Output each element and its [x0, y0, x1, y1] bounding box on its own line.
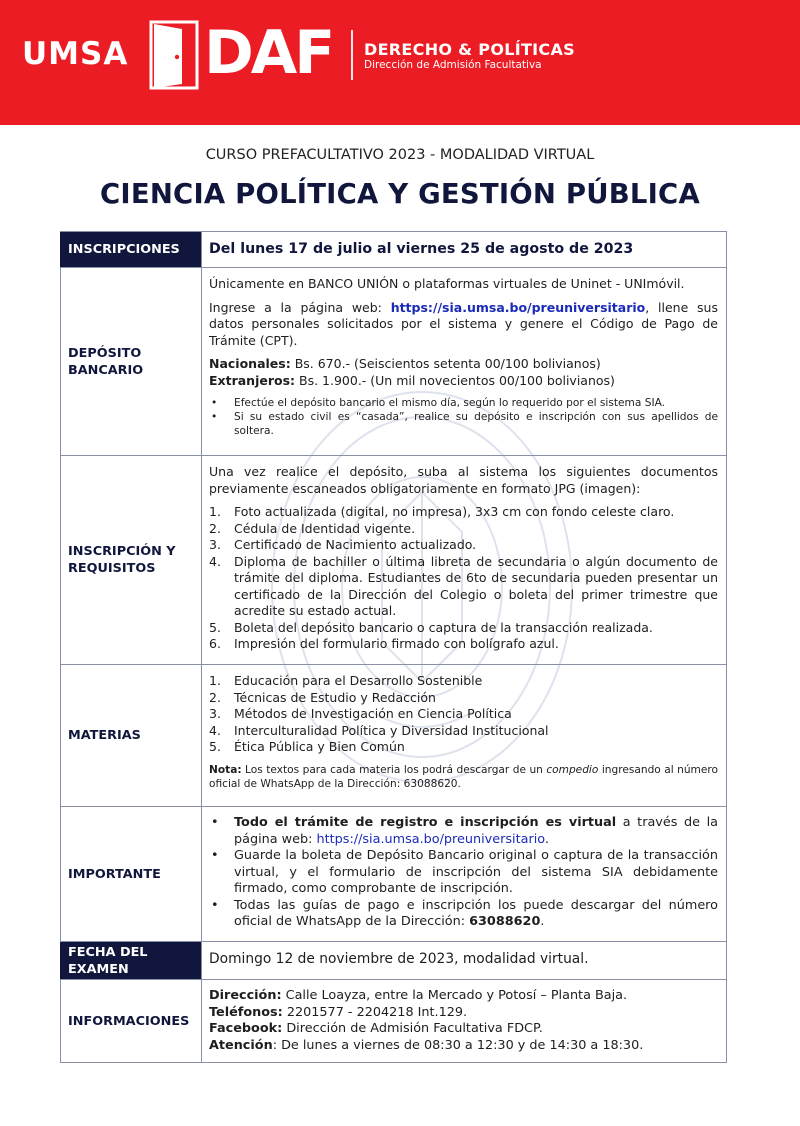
note-emphasis: compedio: [546, 763, 599, 776]
materias-note: [209, 763, 718, 791]
deposito-web-pre: Ingrese a la página web:: [209, 299, 391, 315]
extranjeros-amount: Bs. 1.900.- (Un mil novecientos 00/100 bolivianos): [295, 372, 615, 388]
list-item: 5. Boleta del depósito bancario o captura de la transacción realizada.: [209, 619, 653, 635]
label-deposito: DEPÓSITO BANCARIO: [68, 345, 144, 378]
label-inscripciones: INSCRIPCIONES: [60, 232, 201, 267]
list-item: 3. Métodos de Investigación en Ciencia Política: [209, 706, 512, 721]
door-logo-icon: [148, 20, 200, 90]
daf-logo-text: DAF: [204, 18, 333, 88]
list-item: 3. Certificado de Nacimiento actualizado.: [209, 537, 477, 552]
label-importante: IMPORTANTE: [68, 866, 161, 882]
list-item: 4. Diploma de bachiller o última libreta de secundaria o algún documento de trámite del diploma. Estudiantes de 6to de secundaria pueden presentar un certificado de la Dirección del Colegio o boleta del primer trimestre que acredite su estado actual.: [209, 553, 718, 618]
label-informaciones: INFORMACIONES: [68, 1014, 190, 1029]
informaciones-content: [201, 980, 727, 1063]
info-facebook: Facebook: Dirección de Admisión Facultativa FDCP.: [209, 1021, 543, 1036]
label-requisitos: INSCRIPCIÓN Y REQUISITOS: [68, 544, 176, 576]
header-divider: [351, 30, 353, 80]
sia-link[interactable]: https://sia.umsa.bo/preuniversitario: [390, 299, 646, 315]
list-item: • Efectúe el depósito bancario el mismo día, según lo requerido por el sistema SIA.: [209, 396, 718, 410]
list-item: • Todo el trámite de registro e inscripción es virtual a través de la página web: https://sia.umsa.bo/preuniversitario.: [209, 815, 718, 848]
list-item: 4. Interculturalidad Política y Diversidad Institucional: [209, 722, 549, 738]
extranjeros-label: Extranjeros:: [209, 372, 296, 388]
list-item: 6. Impresión del formulario firmado con bolígrafo azul.: [209, 636, 559, 651]
nacionales-amount: Bs. 670.- (Seiscientos setenta 00/100 bolivianos): [290, 356, 601, 371]
list-item: • Guarde la boleta de Depósito Bancario original o captura de la transacción virtual, y el formulario de inscripción del sistema SIA debidamente firmado, como comprobante de inscripción.: [209, 848, 718, 898]
materias-content: [201, 665, 727, 806]
importante-bullets: [209, 815, 718, 931]
info-atencion: Atención: De lunes a viernes de 08:30 a 12:30 y de 14:30 a 18:30.: [209, 1037, 644, 1053]
deposito-content: [201, 268, 727, 455]
label-materias: MATERIAS: [68, 728, 141, 743]
note-post: ingresando al número oficial de WhatsApp de la Dirección: 63088620.: [209, 763, 718, 790]
list-item: 5. Ética Pública y Bien Común: [209, 739, 405, 754]
deposito-web-paragraph: [209, 300, 718, 350]
info-direccion: Dirección: Calle Loayza, entre la Mercado y Potosí – Planta Baja.: [209, 988, 628, 1003]
row-examen: [60, 942, 727, 979]
list-item: 2. Técnicas de Estudio y Redacción: [209, 689, 436, 705]
label-examen: FECHA DEL EXAMEN: [60, 942, 201, 979]
umsa-logo-text: UMSA: [22, 36, 129, 72]
requisitos-content: [201, 456, 727, 664]
examen-date: Domingo 12 de noviembre de 2023, modalidad virtual.: [209, 951, 589, 967]
unit-name: Dirección de Admisión Facultativa: [364, 59, 542, 71]
row-materias: [60, 665, 727, 806]
inscripciones-dates: Del lunes 17 de julio al viernes 25 de agosto de 2023: [209, 241, 634, 257]
row-inscripciones: [60, 232, 727, 267]
list-item: 2. Cédula de Identidad vigente.: [209, 520, 416, 536]
row-requisitos: [60, 456, 727, 664]
requisitos-list: [209, 504, 718, 653]
faculty-name: DERECHO & POLÍTICAS: [364, 40, 575, 59]
page-title: CIENCIA POLÍTICA Y GESTIÓN PÚBLICA: [100, 178, 700, 210]
list-item: 1. Educación para el Desarrollo Sostenible: [209, 673, 483, 688]
deposito-bank-text: Únicamente en BANCO UNIÓN o plataformas virtuales de Uninet - UNImóvil.: [209, 276, 685, 291]
deposito-bullets: [209, 396, 718, 438]
list-item: 1. Foto actualizada (digital, no impresa), 3x3 cm con fondo celeste claro.: [209, 504, 675, 519]
deposito-web-post: , llene sus datos personales solicitados por el sistema y genere el Código de Pago de Trámite (CPT).: [209, 299, 718, 348]
row-informaciones: [60, 980, 727, 1063]
fee-extranjeros: [209, 373, 718, 390]
importante-content: [201, 807, 727, 941]
note-label: Nota:: [209, 763, 242, 776]
list-item: • Todas las guías de pago e inscripción los puede descargar del número oficial de WhatsApp de la Dirección: 63088620.: [209, 898, 718, 931]
info-telefonos: Teléfonos: 2201577 - 2204218 Int.129.: [209, 1004, 468, 1020]
materias-list: [209, 673, 718, 756]
note-pre: Los textos para cada materia los podrá descargar de un: [241, 763, 547, 776]
sia-link-2[interactable]: https://sia.umsa.bo/preuniversitario: [316, 831, 545, 847]
course-subtitle: CURSO PREFACULTATIVO 2023 - MODALIDAD VIRTUAL: [205, 147, 595, 163]
requisitos-intro: Una vez realice el depósito, suba al sistema los siguientes documentos previamente escaneados obligatoriamente en formato JPG (imagen):: [209, 464, 718, 496]
row-importante: [60, 807, 727, 941]
list-item: • Si su estado civil es “casada”, realice su depósito e inscripción con sus apellidos de soltera.: [209, 410, 718, 438]
fee-nacionales: [209, 356, 718, 373]
row-deposito: [60, 268, 727, 455]
header-banner: [0, 0, 800, 125]
nacionales-label: Nacionales:: [209, 356, 291, 371]
